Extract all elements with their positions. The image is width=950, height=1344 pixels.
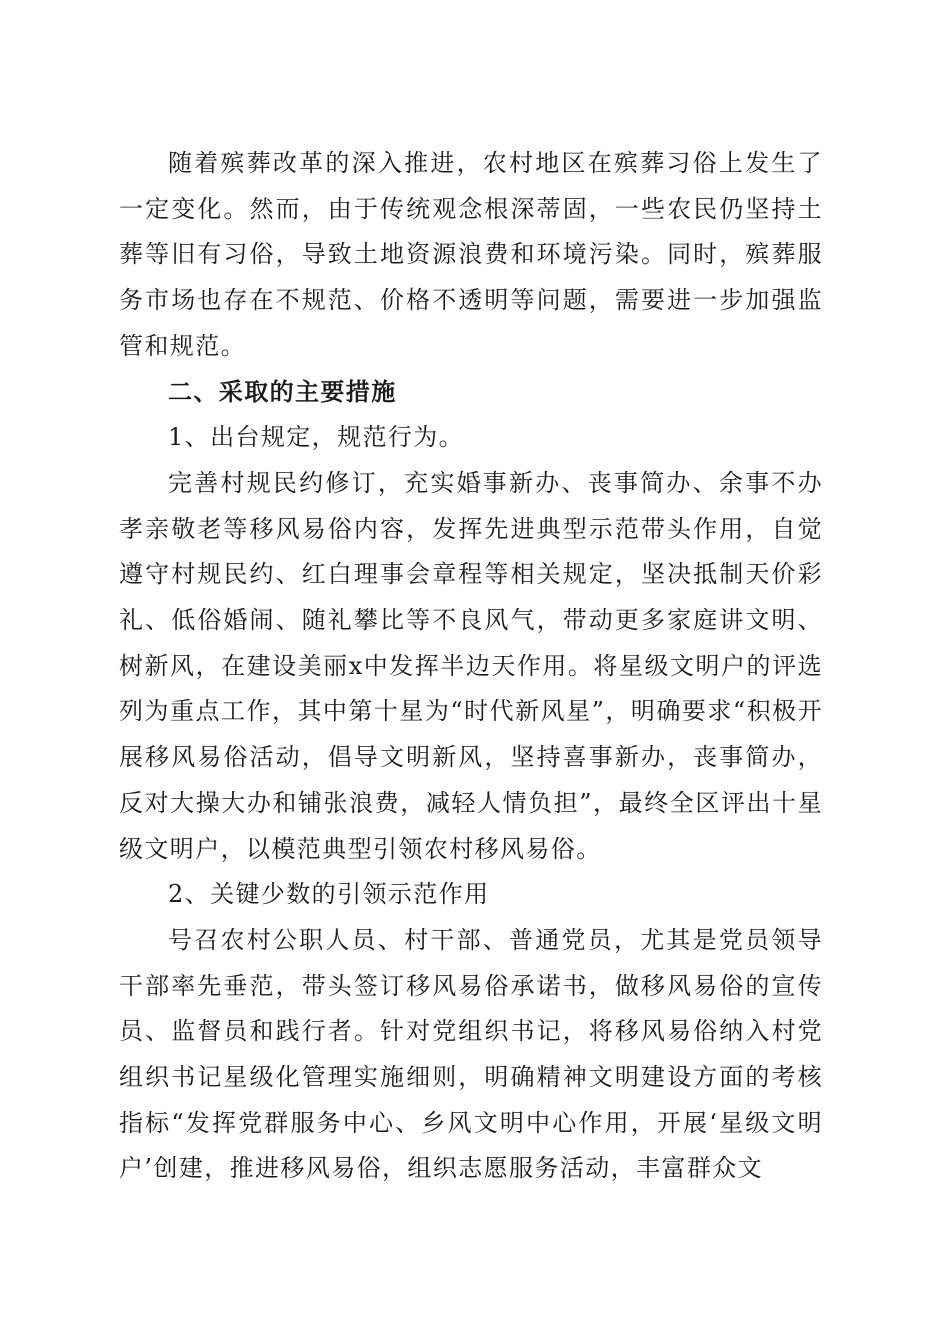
paragraph-party-members: 号召农村公职人员、村干部、普通党员，尤其是党员领导干部率先垂范，带头签订移风易俗承诺书，做移风易俗的宣传员、监督员和践行者。针对党组织书记，将移风易俗纳入村党组织书记星级化管理实施细则，明确精神文明建设方面的考核指标“发挥党群服务中心、乡风文明中心作用，开展‘星级文明户’创建，推进移风易俗，组织志愿服务活动，丰富群众文: [119, 925, 823, 1183]
section-heading-measures: 二、采取的主要措施: [168, 377, 397, 406]
paragraph-funeral-reform: 随着殡葬改革的深入推进，农村地区在殡葬习俗上发生了一定变化。然而，由于传统观念根深蒂固，一些农民仍坚持土葬等旧有习俗，导致土地资源浪费和环境污染。同时，殡葬服务市场也存在不规范、价格不透明等问题，需要进一步加强监管和规范。: [119, 149, 823, 360]
subheading-regulations: 1、出台规定，规范行为。: [168, 423, 465, 452]
subheading-key-minority: 2、关键少数的引领示范作用: [168, 880, 490, 909]
document-body: [119, 141, 823, 1192]
paragraph-village-rules: 完善村规民约修订，充实婚事新办、丧事简办、余事不办孝亲敬老等移风易俗内容，发挥先进典型示范带头作用，自觉遵守村规民约、红白理事会章程等相关规定，坚决抵制天价彩礼、低俗婚闹、随礼攀比等不良风气，带动更多家庭讲文明、树新风，在建设美丽x中发挥半边天作用。将星级文明户的评选列为重点工作，其中第十星为“时代新风星”，明确要求“积极开展移风易俗活动，倡导文明新风，坚持喜事新办，丧事简办，反对大操大办和铺张浪费，减轻人情负担”，最终全区评出十星级文明户，以模范典型引领农村移风易俗。: [119, 468, 823, 863]
